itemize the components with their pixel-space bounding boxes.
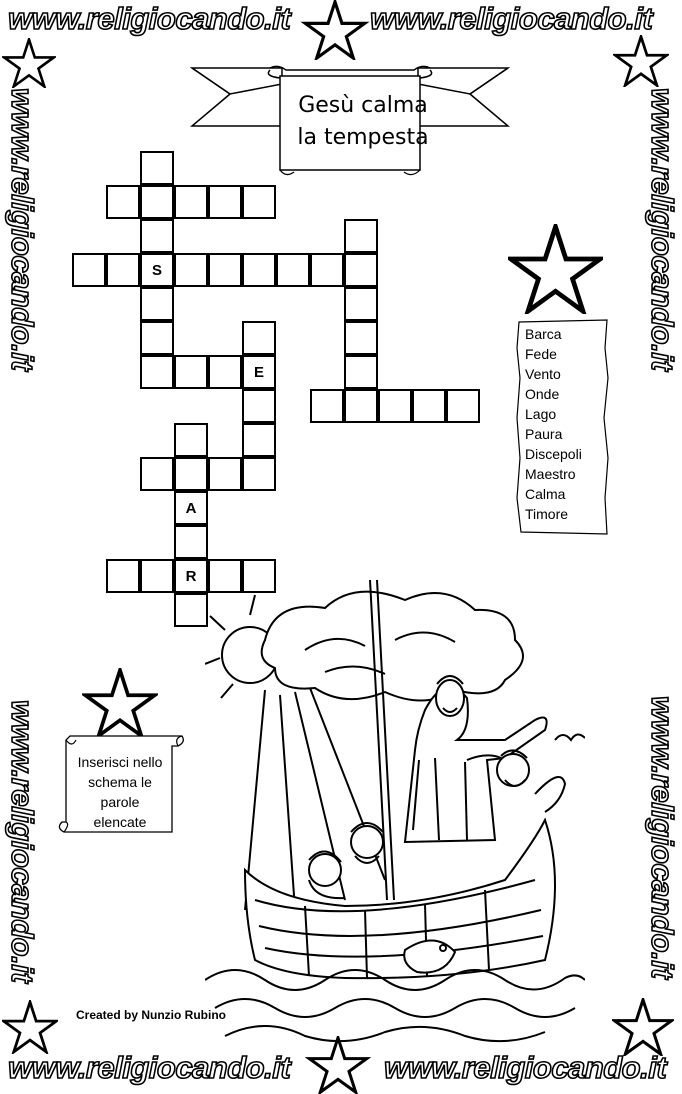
- crossword-cell[interactable]: [140, 355, 174, 389]
- instructions-panel: [52, 732, 187, 836]
- list-item: Fede: [525, 346, 557, 362]
- crossword-cell[interactable]: [242, 185, 276, 219]
- crossword-cell[interactable]: [208, 457, 242, 491]
- list-item: Discepoli: [525, 446, 582, 462]
- crossword-cell[interactable]: [242, 423, 276, 457]
- crossword-cell[interactable]: [174, 355, 208, 389]
- list-item: Vento: [525, 366, 561, 382]
- crossword-cell[interactable]: [140, 219, 174, 253]
- watermark-bottom-left: www.religiocando.it: [8, 1050, 291, 1085]
- crossword-cell[interactable]: [344, 253, 378, 287]
- instruction-line: Inserisci nello: [77, 754, 163, 770]
- crossword-cell[interactable]: [174, 253, 208, 287]
- watermark-left-upper: www.religiocando.it: [5, 88, 40, 371]
- star-icon: [612, 998, 674, 1056]
- crossword-cell[interactable]: [310, 389, 344, 423]
- crossword-cell[interactable]: [344, 321, 378, 355]
- crossword-cell[interactable]: [106, 185, 140, 219]
- star-icon: [2, 1000, 58, 1054]
- crossword-cell[interactable]: [106, 253, 140, 287]
- list-item: Maestro: [525, 466, 576, 482]
- crossword-cell[interactable]: [140, 457, 174, 491]
- word-list-panel: [515, 318, 610, 536]
- crossword-cell[interactable]: [344, 287, 378, 321]
- instruction-line: parole: [100, 794, 140, 810]
- crossword-cell[interactable]: S: [140, 253, 174, 287]
- star-icon: [613, 35, 669, 87]
- crossword-cell[interactable]: [344, 355, 378, 389]
- list-item: Paura: [525, 426, 563, 442]
- star-icon: [2, 38, 56, 88]
- instructions-text: [70, 752, 170, 832]
- crossword-cell[interactable]: [242, 321, 276, 355]
- crossword-cell[interactable]: [174, 593, 208, 627]
- crossword-cell[interactable]: [310, 253, 344, 287]
- star-icon: [82, 668, 158, 738]
- crossword-cell[interactable]: [140, 321, 174, 355]
- list-item: Calma: [525, 486, 566, 502]
- watermark-top-right: www.religiocando.it: [370, 1, 653, 36]
- list-item: Lago: [525, 406, 557, 422]
- crossword-cell[interactable]: [140, 287, 174, 321]
- crossword-cell[interactable]: [106, 559, 140, 593]
- crossword-cell[interactable]: [242, 389, 276, 423]
- watermark-right-upper: www.religiocando.it: [645, 88, 680, 371]
- crossword-cell[interactable]: [208, 185, 242, 219]
- crossword-cell[interactable]: A: [174, 491, 208, 525]
- jesus-calms-storm-illustration: [205, 580, 585, 1050]
- crossword-cell[interactable]: [378, 389, 412, 423]
- star-icon: [300, 0, 370, 60]
- watermark-top-left: www.religiocando.it: [8, 1, 291, 36]
- list-item: Barca: [525, 326, 562, 342]
- crossword-cell[interactable]: [174, 457, 208, 491]
- crossword-cell[interactable]: [208, 253, 242, 287]
- crossword-cell[interactable]: [140, 151, 174, 185]
- word-list: [525, 324, 582, 524]
- watermark-left-lower: www.religiocando.it: [5, 700, 40, 983]
- crossword-cell[interactable]: [344, 219, 378, 253]
- crossword-cell[interactable]: [242, 253, 276, 287]
- watermark-bottom-right: www.religiocando.it: [384, 1050, 667, 1085]
- crossword-cell[interactable]: [174, 185, 208, 219]
- star-icon: [508, 224, 603, 314]
- crossword-cell[interactable]: [344, 389, 378, 423]
- crossword-cell[interactable]: [208, 355, 242, 389]
- crossword-cell[interactable]: [446, 389, 480, 423]
- instruction-line: elencate: [93, 814, 147, 830]
- crossword-cell[interactable]: E: [242, 355, 276, 389]
- watermark-right-lower: www.religiocando.it: [645, 696, 680, 979]
- page-title: [278, 76, 448, 168]
- crossword-cell[interactable]: [174, 423, 208, 457]
- list-item: Timore: [525, 506, 569, 522]
- title-line-1: Gesù calma: [298, 93, 428, 119]
- crossword-cell[interactable]: [174, 525, 208, 559]
- crossword-cell[interactable]: [140, 185, 174, 219]
- crossword-cell[interactable]: [242, 457, 276, 491]
- crossword-cell[interactable]: [140, 559, 174, 593]
- crossword-cell[interactable]: [412, 389, 446, 423]
- crossword-cell[interactable]: [276, 253, 310, 287]
- list-item: Onde: [525, 386, 560, 402]
- crossword-cell[interactable]: R: [174, 559, 208, 593]
- credit-text: Created by Nunzio Rubino: [76, 1008, 226, 1022]
- instruction-line: schema le: [88, 774, 152, 790]
- crossword-cell[interactable]: [72, 253, 106, 287]
- title-line-2: la tempesta: [297, 125, 429, 150]
